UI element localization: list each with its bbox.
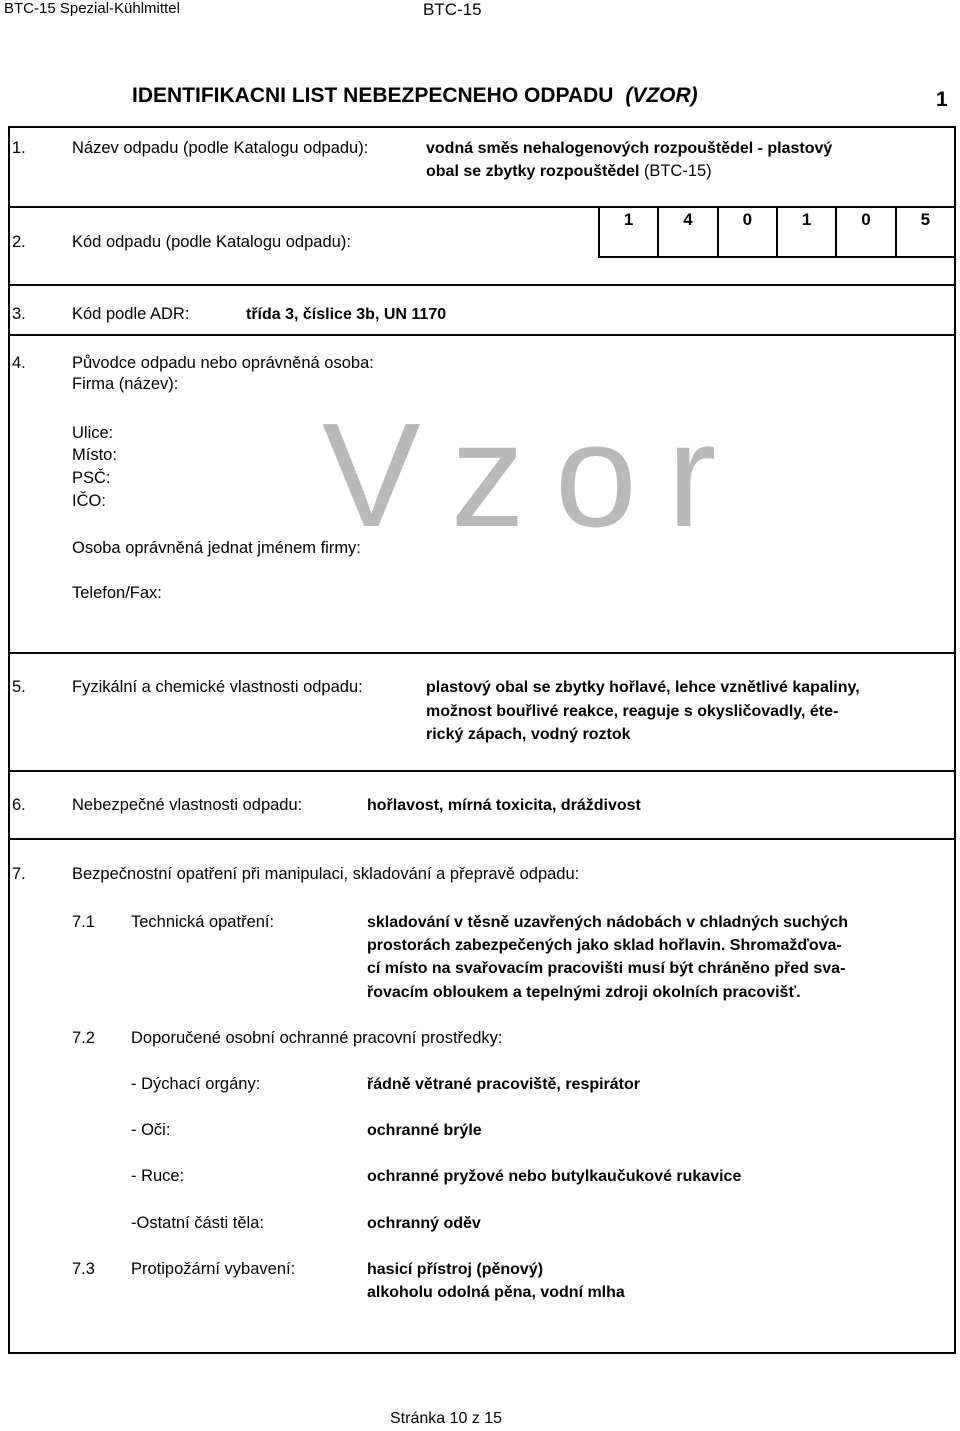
- s4-misto-label: Místo:: [72, 446, 117, 464]
- s71-value-line2: prostorách zabezpečených jako sklad hořlavin. Shromažďova-: [367, 937, 842, 954]
- s71-label: Technická opatření:: [131, 913, 275, 931]
- s4-ico-label: IČO:: [72, 492, 106, 510]
- s2-label: Kód odpadu (podle Katalogu odpadu):: [72, 233, 351, 251]
- s72-ostatni-value: ochranný oděv: [367, 1215, 481, 1232]
- s73-label: Protipožární vybavení:: [131, 1260, 296, 1278]
- s72-ruce-label: - Ruce:: [131, 1167, 185, 1185]
- s72-ostatni-label: -Ostatní části těla:: [131, 1214, 264, 1232]
- s4-firma-label: Firma (název):: [72, 375, 179, 393]
- s73-number: 7.3: [72, 1260, 95, 1278]
- s5-value-line3: rický zápach, vodný roztok: [426, 726, 631, 743]
- s71-number: 7.1: [72, 913, 95, 931]
- s5-value-line1: plastový obal se zbytky hořlavé, lehce vznětlivé kapaliny,: [426, 679, 860, 696]
- waste-code-digit: 0: [717, 208, 776, 256]
- waste-code-digit: 1: [623, 210, 634, 229]
- s7-number: 7.: [12, 865, 26, 883]
- s73-value-line1: hasicí přístroj (pěnový): [367, 1261, 544, 1278]
- s1-label: Název odpadu (podle Katalogu odpadu):: [72, 139, 369, 157]
- s4-label: Původce odpadu nebo oprávněná osoba:: [72, 354, 374, 372]
- s1-number: 1.: [12, 139, 26, 157]
- s1-value-line2-bold: obal se zbytky rozpouštědel: [426, 163, 640, 180]
- s6-number: 6.: [12, 796, 26, 814]
- title-page-number: 1: [936, 88, 948, 111]
- waste-code-digit: 0: [835, 208, 894, 256]
- s5-value-line2: možnost bouřlivé reakce, reaguje s okysličovadly, éte-: [426, 703, 839, 720]
- s73-value-line2: alkoholu odolná pěna, vodní mlha: [367, 1284, 625, 1301]
- waste-code-digit: 5: [895, 208, 954, 256]
- s4-number: 4.: [12, 354, 26, 372]
- s4-ulice-label: Ulice:: [72, 424, 114, 442]
- waste-code-digit: 4: [657, 208, 716, 256]
- s6-label: Nebezpečné vlastnosti odpadu:: [72, 796, 303, 814]
- s4-psc-label: PSČ:: [72, 469, 111, 487]
- s3-label: Kód podle ADR:: [72, 305, 190, 323]
- s72-oci-value: ochranné brýle: [367, 1122, 482, 1139]
- s71-value-line1: skladování v těsně uzavřených nádobách v chladných suchých: [367, 914, 849, 931]
- waste-code-digit: 1: [776, 208, 835, 256]
- s1-value-line1: vodná směs nehalogenových rozpouštědel - plastový: [426, 140, 833, 157]
- header-center: BTC-15: [423, 0, 482, 19]
- s2-number: 2.: [12, 233, 26, 251]
- s1-value-line2-rest: (BTC-15): [643, 162, 712, 180]
- s5-label: Fyzikální a chemické vlastnosti odpadu:: [72, 678, 363, 696]
- s4-osoba-label: Osoba oprávněná jednat jménem firmy:: [72, 539, 361, 557]
- s5-number: 5.: [12, 678, 26, 696]
- title-vzor: (VZOR): [625, 84, 698, 107]
- s72-dych-label: - Dýchací orgány:: [131, 1075, 261, 1093]
- watermark-vzor: Vzor: [322, 393, 747, 558]
- s72-ruce-value: ochranné pryžové nebo butylkaučukové rukavice: [367, 1168, 742, 1185]
- document-title: [132, 84, 698, 108]
- s72-oci-label: - Oči:: [131, 1121, 171, 1139]
- s72-number: 7.2: [72, 1029, 95, 1047]
- s4-telefon-label: Telefon/Fax:: [72, 584, 162, 602]
- s3-value: třída 3, číslice 3b, UN 1170: [246, 306, 447, 323]
- s3-number: 3.: [12, 305, 26, 323]
- s71-value-line4: řovacím obloukem a tepelnými zdroji okolních pracovišť.: [367, 984, 801, 1001]
- s72-label: Doporučené osobní ochranné pracovní prostředky:: [131, 1029, 503, 1047]
- waste-code-digits: [598, 208, 956, 258]
- s1-value-line2: [426, 162, 712, 181]
- s7-label: Bezpečnostní opatření při manipulaci, skladování a přepravě odpadu:: [72, 865, 580, 883]
- title-text: IDENTIFIKACNI LIST NEBEZPECNEHO ODPADU: [132, 84, 614, 107]
- s6-value: hořlavost, mírná toxicita, dráždivost: [367, 797, 641, 814]
- header-left: BTC-15 Spezial-Kühlmittel: [4, 0, 180, 17]
- s72-dych-value: řádně větrané pracoviště, respirátor: [367, 1076, 641, 1093]
- s71-value-line3: cí místo na svařovacím pracovišti musí být chráněno před sva-: [367, 960, 846, 977]
- footer-page-number: Stránka 10 z 15: [390, 1410, 503, 1427]
